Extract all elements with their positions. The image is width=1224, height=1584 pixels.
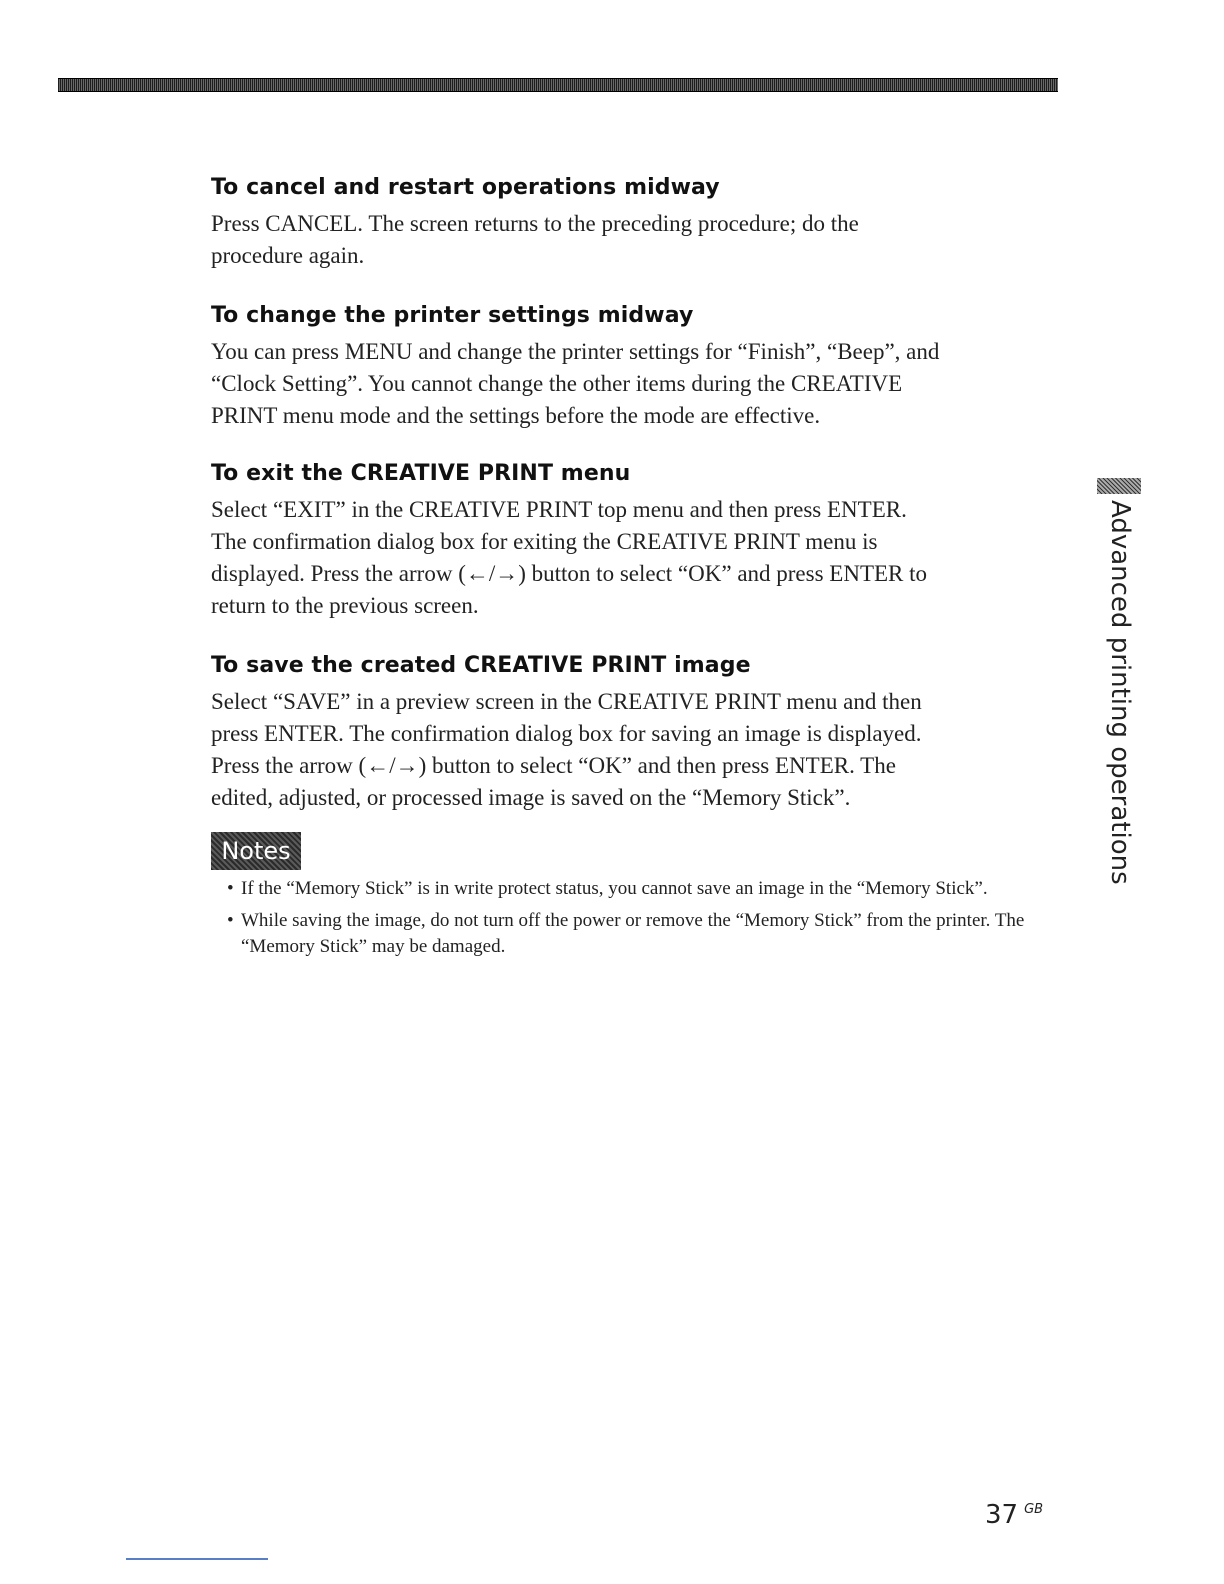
page-number xyxy=(985,1500,1043,1530)
body-line: PRINT menu mode and the settings before the mode are effective. xyxy=(211,403,821,428)
body-line: displayed. Press the arrow (←/→) button to select “OK” and press ENTER to xyxy=(211,561,928,586)
section-body xyxy=(211,336,939,432)
side-tab-marker xyxy=(1097,478,1141,494)
section-heading: To save the created CREATIVE PRINT image xyxy=(211,653,751,678)
body-line: Press CANCEL. The screen returns to the preceding procedure; do the xyxy=(211,211,859,236)
body-line: Press the arrow (←/→) button to select “OK” and then press ENTER. The xyxy=(211,753,896,778)
body-line: Select “EXIT” in the CREATIVE PRINT top menu and then press ENTER. xyxy=(211,497,907,522)
page-number-value: 37 xyxy=(985,1500,1019,1530)
notes-badge: Notes xyxy=(211,832,301,870)
section-body xyxy=(211,494,927,622)
body-line: edited, adjusted, or processed image is saved on the “Memory Stick”. xyxy=(211,785,851,810)
note-text: While saving the image, do not turn off the power or remove the “Memory Stick” from the printer. The “Memory Stick” may be damaged. xyxy=(241,910,1025,957)
notes-block xyxy=(211,832,1071,966)
body-line: procedure again. xyxy=(211,243,365,268)
section-body xyxy=(211,686,922,814)
footer-rule xyxy=(126,1558,268,1560)
note-item xyxy=(227,908,1041,960)
page-number-suffix: GB xyxy=(1024,1502,1044,1518)
body-line: press ENTER. The confirmation dialog box for saving an image is displayed. xyxy=(211,721,922,746)
body-line: Select “SAVE” in a preview screen in the CREATIVE PRINT menu and then xyxy=(211,689,922,714)
section-body xyxy=(211,208,859,272)
header-rule xyxy=(58,78,1058,92)
section-exit-menu xyxy=(211,458,927,622)
section-heading: To exit the CREATIVE PRINT menu xyxy=(211,461,631,486)
section-save-image xyxy=(211,650,922,814)
side-tab-label xyxy=(1090,500,1135,885)
side-tab-text: Advanced printing operations xyxy=(1105,500,1135,885)
bullet-icon: • xyxy=(227,878,234,899)
body-line: return to the previous screen. xyxy=(211,593,479,618)
note-item xyxy=(227,876,1041,902)
body-line: The confirmation dialog box for exiting the CREATIVE PRINT menu is xyxy=(211,529,878,554)
body-line: “Clock Setting”. You cannot change the other items during the CREATIVE xyxy=(211,371,903,396)
section-heading: To cancel and restart operations midway xyxy=(211,175,720,200)
bullet-icon: • xyxy=(227,910,234,931)
body-line: You can press MENU and change the printer settings for “Finish”, “Beep”, and xyxy=(211,339,940,364)
section-heading: To change the printer settings midway xyxy=(211,303,694,328)
section-cancel-restart xyxy=(211,172,859,272)
note-text: If the “Memory Stick” is in write protect status, you cannot save an image in the “Memory Stick”. xyxy=(241,878,988,899)
notes-list xyxy=(211,876,1071,960)
section-change-settings xyxy=(211,300,939,432)
